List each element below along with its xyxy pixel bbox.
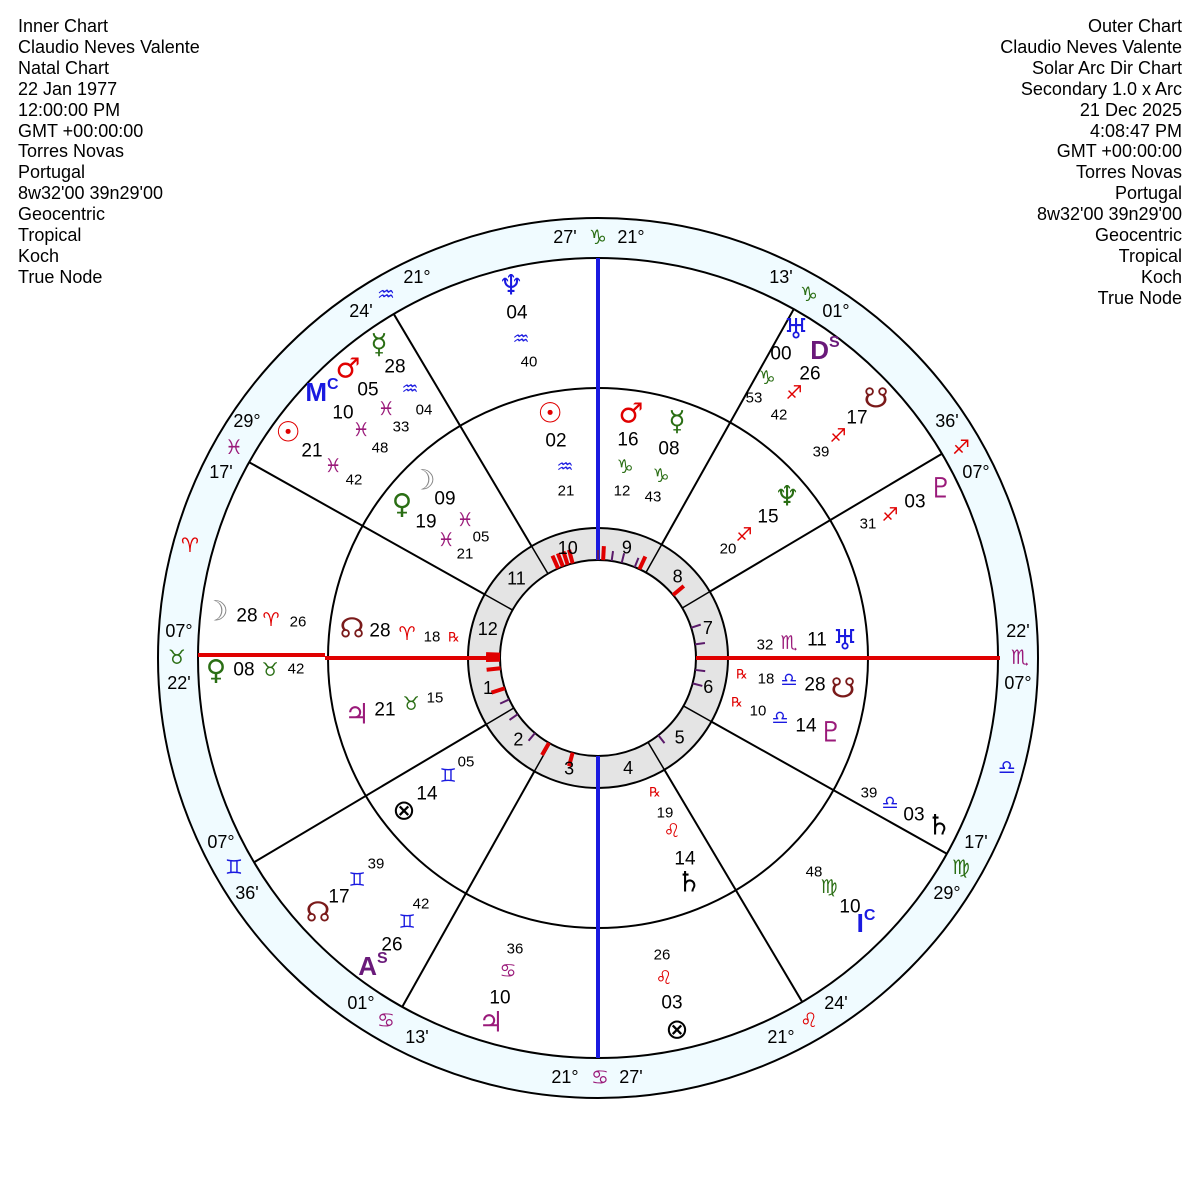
- planet-minute: 05: [472, 528, 490, 546]
- planet-degree: 03: [661, 992, 683, 1014]
- planet-degree: 16: [617, 429, 639, 451]
- info-line: GMT +00:00:00: [18, 120, 144, 141]
- planet-degree: 05: [357, 379, 379, 401]
- house-number: 8: [672, 566, 683, 587]
- planet-icon: ♄: [676, 865, 702, 899]
- planet-degree: 15: [757, 506, 779, 528]
- house-number: 11: [507, 568, 526, 589]
- planet-icon: ☊: [305, 895, 331, 929]
- retrograde-icon: ℞: [731, 695, 743, 711]
- info-line: Inner Chart: [18, 16, 109, 36]
- planet-sign-icon: ♒: [512, 328, 530, 350]
- cusp-minute: 13': [405, 1027, 429, 1047]
- planet-sign-icon: ♓: [456, 509, 474, 531]
- planet-icon: $A^S$: [358, 949, 388, 981]
- planet-degree: 10: [839, 896, 861, 918]
- cusp-degree: 01°: [822, 301, 850, 321]
- planet-sign-icon: ♌: [663, 820, 681, 842]
- cusp-minute: 27': [553, 227, 577, 247]
- planet-icon: ☿: [668, 404, 686, 438]
- planet-icon: ☉: [275, 415, 301, 449]
- cusp-degree: 21°: [617, 227, 645, 247]
- planet-icon: ♂: [335, 351, 361, 385]
- info-line: GMT +00:00:00: [1056, 141, 1182, 162]
- planet-degree: 26: [381, 934, 403, 956]
- house-number: 5: [674, 727, 685, 748]
- planet-sign-icon: ♐: [735, 524, 753, 546]
- planet-sign-icon: ♏: [780, 632, 798, 654]
- planet-sign-icon: ♓: [324, 455, 342, 477]
- planet-icon: ☊: [339, 611, 365, 645]
- planet-minute: 10: [749, 702, 767, 720]
- cusp-minute: 27': [619, 1067, 643, 1087]
- retrograde-icon: ℞: [649, 785, 661, 801]
- planet-sign-icon: ♑: [758, 367, 776, 389]
- planet-sign-icon: ♊: [398, 911, 416, 933]
- planet-minute: 40: [520, 353, 538, 371]
- cusp-degree: 07°: [207, 832, 235, 852]
- planet-icon: ☋: [830, 671, 856, 705]
- planet-icon: ⊗: [392, 793, 416, 827]
- planet-icon: ☿: [370, 327, 388, 361]
- planet-minute: 26: [653, 946, 671, 964]
- cusp-minute: 17': [964, 832, 988, 852]
- planet-degree: 28: [236, 605, 258, 627]
- info-line: Portugal: [1114, 183, 1182, 204]
- cusp-degree: 29°: [233, 411, 261, 431]
- house-number: 2: [513, 729, 524, 750]
- planet-minute: 48: [371, 439, 389, 457]
- planet-sign-icon: ♊: [439, 765, 457, 787]
- planet-sign-icon: ♉: [261, 659, 279, 681]
- info-line: 22 Jan 1977: [18, 78, 118, 99]
- planet-minute: 32: [756, 636, 774, 654]
- info-line: Torres Novas: [18, 141, 125, 162]
- position-tick: [612, 551, 613, 561]
- planet-sign-icon: ♈: [262, 609, 280, 631]
- planet-degree: 08: [233, 659, 255, 681]
- cusp-sign-icon: ♋: [377, 1008, 395, 1032]
- planet-icon: ♆: [774, 479, 800, 513]
- planet-degree: 11: [807, 629, 827, 651]
- info-line: Torres Novas: [1075, 162, 1182, 183]
- cusp-minute: 24': [349, 301, 373, 321]
- cusp-sign-icon: ♒: [377, 282, 395, 306]
- planet-sign-icon: ♌: [655, 967, 673, 989]
- info-line: 12:00:00 PM: [18, 99, 121, 120]
- planet-icon: ♇: [818, 715, 844, 749]
- planet-minute: 26: [289, 613, 307, 631]
- cusp-sign-icon: ♉: [168, 645, 186, 669]
- planet-icon: $D^S$: [810, 333, 840, 365]
- planet-degree: 09: [434, 488, 456, 510]
- planet-degree: 28: [384, 356, 406, 378]
- planet-sign-icon: ♒: [401, 378, 419, 400]
- planet-degree: 19: [415, 511, 437, 533]
- planet-sign-icon: ♑: [652, 465, 670, 487]
- planet-sign-icon: ♈: [398, 623, 416, 645]
- cusp-degree: 29°: [933, 883, 961, 903]
- planet-degree: 21: [301, 440, 323, 462]
- house-number: 10: [557, 538, 578, 559]
- planet-icon: ♆: [498, 268, 524, 302]
- planet-degree: 26: [799, 363, 821, 385]
- cusp-sign-icon: ♊: [225, 855, 243, 879]
- cusp-degree: 07°: [1004, 673, 1032, 693]
- ring-sign-icon: ♈: [181, 533, 199, 557]
- info-line: Outer Chart: [1087, 16, 1182, 36]
- house-number: 12: [477, 619, 498, 640]
- cusp-minute: 17': [209, 462, 233, 482]
- planet-minute: 48: [805, 863, 823, 881]
- planet-degree: 28: [369, 620, 391, 642]
- planet-icon: ☽: [410, 463, 436, 497]
- cusp-minute: 36': [235, 883, 259, 903]
- planet-icon: ♀: [391, 487, 413, 521]
- planet-sign-icon: ♊: [348, 869, 366, 891]
- info-line: Claudio Neves Valente: [1000, 36, 1182, 57]
- planet-minute: 19: [656, 804, 674, 822]
- planet-sign-icon: ♐: [881, 504, 899, 526]
- planet-icon: ☉: [537, 396, 563, 430]
- planet-degree: 14: [674, 848, 696, 870]
- cusp-degree: 07°: [165, 621, 193, 641]
- house-number: 6: [703, 676, 714, 697]
- planet-minute: 04: [415, 401, 433, 419]
- planet-sign-icon: ♍: [820, 876, 838, 898]
- planet-minute: 39: [367, 855, 385, 873]
- info-line: Tropical: [1118, 245, 1182, 266]
- planet-minute: 39: [812, 443, 830, 461]
- planet-degree: 14: [795, 715, 817, 737]
- planet-minute: 21: [456, 545, 474, 563]
- planet-degree: 10: [332, 402, 354, 424]
- planet-minute: 21: [557, 482, 575, 500]
- planet-sign-icon: ♒: [556, 456, 574, 478]
- planet-icon: $I^C$: [856, 906, 876, 938]
- cusp-degree: 21°: [551, 1067, 579, 1087]
- planet-sign-icon: ♋: [499, 960, 517, 982]
- planet-degree: 17: [846, 407, 868, 429]
- planet-degree: 21: [374, 699, 396, 721]
- info-line: 8w32'00 39n29'00: [18, 183, 164, 204]
- planet-sign-icon: ♓: [377, 398, 395, 420]
- planet-sign-icon: ♉: [402, 693, 420, 715]
- retrograde-icon: ℞: [448, 630, 460, 646]
- planet-icon: ♄: [926, 808, 952, 842]
- planet-sign-icon: ♎: [771, 707, 789, 729]
- cusp-sign-icon: ♓: [225, 435, 243, 459]
- planet-icon: ♂: [618, 396, 644, 430]
- house-number: 9: [621, 537, 632, 558]
- planet-degree: 14: [416, 783, 438, 805]
- planet-icon: ♅: [783, 312, 809, 346]
- planet-minute: 15: [426, 689, 444, 707]
- info-line: Solar Arc Dir Chart: [1031, 57, 1182, 78]
- cusp-degree: 21°: [767, 1027, 795, 1047]
- info-line: True Node: [18, 266, 103, 287]
- planet-degree: 03: [904, 491, 926, 513]
- cusp-minute: 22': [1006, 621, 1030, 641]
- planet-minute: 53: [745, 389, 763, 407]
- house-number: 3: [564, 758, 575, 779]
- cusp-degree: 07°: [962, 462, 990, 482]
- planet-minute: 42: [770, 406, 788, 424]
- planet-minute: 43: [644, 488, 662, 506]
- planet-icon: ♀: [205, 653, 227, 687]
- cusp-sign-icon: ♋: [591, 1065, 609, 1089]
- planet-minute: 42: [287, 660, 305, 678]
- planet-minute: 18: [757, 670, 775, 688]
- info-line: Koch: [1140, 266, 1182, 287]
- cusp-minute: 22': [167, 673, 191, 693]
- planet-minute: 05: [457, 753, 475, 771]
- cusp-sign-icon: ♐: [952, 435, 970, 459]
- planet-icon: ♃: [344, 697, 370, 731]
- info-line: 8w32'00 39n29'00: [1036, 204, 1182, 225]
- planet-degree: 28: [804, 674, 826, 696]
- planet-minute: 33: [392, 418, 410, 436]
- info-line: Secondary 1.0 x Arc: [1020, 78, 1182, 99]
- info-line: Claudio Neves Valente: [18, 36, 200, 57]
- house-number: 7: [702, 617, 713, 638]
- info-line: Geocentric: [18, 204, 106, 225]
- planet-minute: 42: [345, 471, 363, 489]
- cusp-minute: 36': [935, 411, 959, 431]
- ring-sign-icon: ♎: [998, 755, 1016, 779]
- planet-degree: 17: [328, 886, 350, 908]
- planet-degree: 10: [489, 987, 511, 1009]
- info-line: Geocentric: [1094, 225, 1182, 246]
- house-number: 1: [483, 678, 494, 699]
- planet-minute: 42: [412, 895, 430, 913]
- planet-minute: 20: [719, 540, 737, 558]
- planet-degree: 04: [506, 302, 528, 324]
- planet-icon: ♅: [832, 623, 858, 657]
- planet-minute: 39: [860, 784, 878, 802]
- planet-degree: 00: [770, 343, 792, 365]
- cusp-sign-icon: ♌: [800, 1008, 818, 1032]
- cusp-sign-icon: ♑: [800, 282, 818, 306]
- planet-icon: ♃: [478, 1005, 504, 1039]
- position-tick: [487, 668, 501, 669]
- cusp-sign-icon: ♑: [589, 225, 607, 249]
- planet-minute: 31: [859, 515, 877, 533]
- position-tick: [695, 643, 705, 644]
- planet-degree: 03: [903, 804, 925, 826]
- planet-sign-icon: ♓: [437, 529, 455, 551]
- planet-icon: ♇: [928, 471, 954, 505]
- planet-icon: ☋: [863, 381, 889, 415]
- planet-degree: 08: [658, 438, 680, 460]
- cusp-minute: 13': [769, 267, 793, 287]
- planet-sign-icon: ♑: [616, 456, 634, 478]
- center-circle: [500, 560, 696, 756]
- info-line: 21 Dec 2025: [1079, 99, 1182, 120]
- planet-icon: $M^C$: [305, 375, 339, 407]
- planet-sign-icon: ♎: [780, 669, 798, 691]
- position-tick: [695, 670, 705, 671]
- planet-minute: 18: [423, 628, 441, 646]
- info-line: 4:08:47 PM: [1089, 120, 1182, 141]
- info-line: Natal Chart: [18, 57, 110, 78]
- info-line: Koch: [18, 245, 60, 266]
- planet-icon: ☽: [203, 594, 229, 628]
- cusp-sign-icon: ♍: [952, 855, 970, 879]
- house-number: 4: [623, 757, 634, 778]
- cusp-degree: 01°: [347, 993, 375, 1013]
- planet-sign-icon: ♓: [352, 419, 370, 441]
- planet-minute: 36: [506, 940, 524, 958]
- cusp-degree: 21°: [403, 267, 431, 287]
- planet-sign-icon: ♐: [785, 382, 803, 404]
- planet-degree: 02: [545, 430, 567, 452]
- planet-sign-icon: ♎: [881, 792, 899, 814]
- cusp-sign-icon: ♏: [1011, 645, 1029, 669]
- info-line: Tropical: [18, 225, 82, 246]
- position-tick: [603, 546, 604, 560]
- info-line: True Node: [1097, 287, 1182, 308]
- retrograde-icon: ℞: [736, 667, 748, 683]
- planet-icon: ⊗: [665, 1012, 689, 1046]
- planet-sign-icon: ♐: [829, 425, 847, 447]
- planet-minute: 12: [613, 482, 631, 500]
- cusp-minute: 24': [824, 993, 848, 1013]
- info-line: Portugal: [18, 162, 86, 183]
